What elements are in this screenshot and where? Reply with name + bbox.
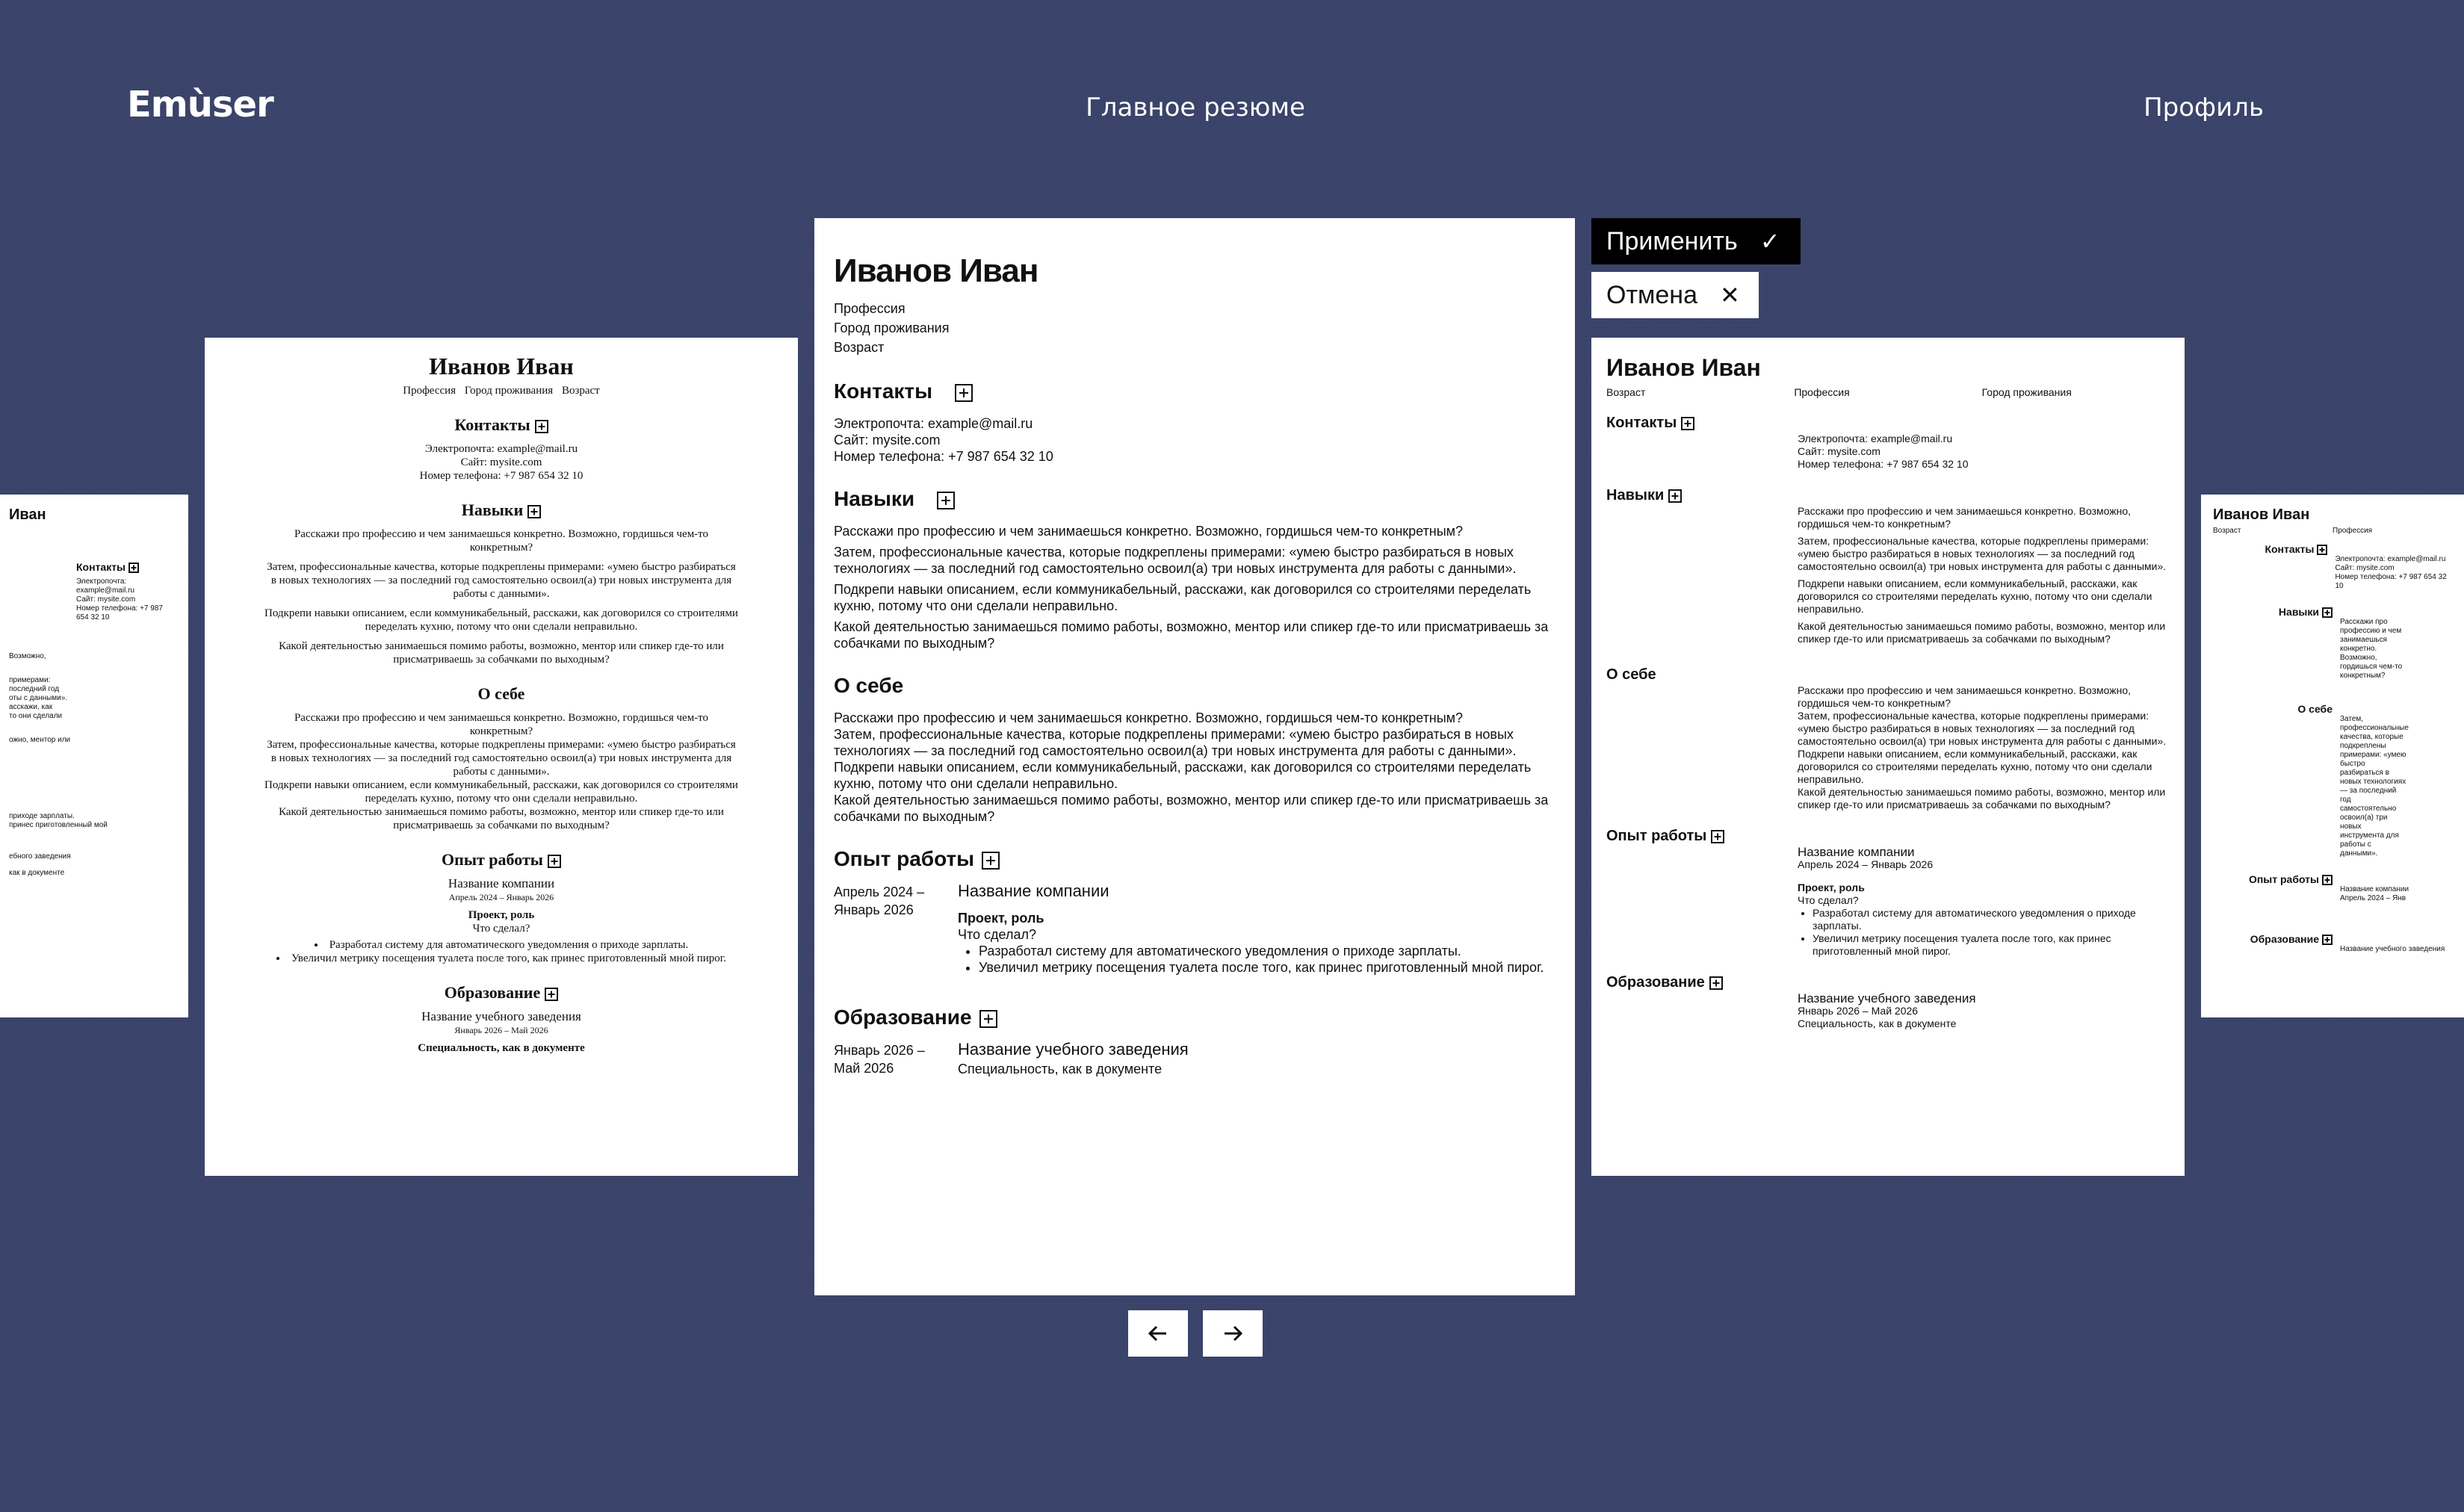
profession-text: Профессия	[1794, 386, 1850, 398]
add-education-icon	[2322, 935, 2333, 945]
achievement-list	[272, 938, 731, 965]
specialty-text: как в документе	[9, 869, 65, 878]
add-education-icon[interactable]	[1709, 976, 1723, 990]
specialty-text: Специальность, как в документе	[1798, 1017, 1957, 1029]
education-period: Январь 2026 – Май 2026	[834, 1043, 925, 1076]
template-preview-main[interactable]	[814, 218, 1575, 1295]
skills-heading: Навыки	[1606, 487, 1798, 650]
experience-period: Апрель 2024 – Январь 2026	[834, 884, 925, 917]
add-skill-icon[interactable]	[527, 505, 541, 518]
institution-name: Название учебного заведения	[421, 1009, 581, 1023]
skills-text: примерами:	[9, 676, 51, 685]
company-name: Название компании	[2340, 885, 2409, 893]
institution-text: ебного заведения	[9, 852, 71, 861]
about-paragraph: Какой деятельностью занимаешься помимо работы, возможно, ментор или спикер где-то или присматриваешь за собачками по выходным?	[1798, 786, 2166, 811]
profession-text: Профессия	[403, 385, 456, 397]
about-paragraph: Расскажи про профессию и чем занимаешься конкретно. Возможно, гордишься чем-то конкретным?	[834, 710, 1464, 725]
add-education-icon[interactable]	[545, 988, 558, 1001]
site-text: Сайт: mysite.com	[1798, 445, 1880, 457]
achievement-list	[958, 943, 1556, 976]
profession-text: Профессия	[834, 301, 906, 316]
skills-heading: Навыки	[235, 501, 768, 520]
education-entry	[834, 1041, 1556, 1077]
city-text: Город проживания	[464, 385, 554, 397]
specialty-text: Специальность, как в документе	[418, 1042, 585, 1054]
company-name: Название компании	[958, 882, 1109, 900]
experience-heading: Опыт работы	[1606, 828, 1798, 958]
resume-name: Иванов Иван	[2213, 506, 2310, 523]
add-experience-icon	[2322, 875, 2333, 885]
education-heading: Образование	[2213, 933, 2340, 954]
list-item: • Увеличил метрику посещения туалета после того, как принес приготовленный мной пирог.	[979, 959, 1556, 976]
skills-text: асскажи, как	[9, 703, 53, 712]
site-text: Сайт: mysite.com	[834, 433, 941, 447]
about-paragraph: Затем, профессиональные качества, которые подкреплены примерами: «умею быстро разбираться в новых технологиях — за последний год самостоятельно освоил(а) три новых инструмента для работы с данными».	[267, 739, 736, 778]
list-item: • Увеличил метрику посещения туалета после того, как принес приготовленный мной пирог.	[1813, 932, 2170, 958]
skills-paragraph: Расскажи про профессию и чем занимаешься конкретно. Возможно, гордишься чем-то конкретным?	[1798, 505, 2132, 530]
resume-name: Иван	[9, 506, 46, 523]
resume-meta	[2213, 527, 2452, 536]
apply-label: Применить	[1606, 226, 1738, 255]
site-text: Сайт: mysite.com	[2335, 564, 2395, 572]
add-education-icon[interactable]	[979, 1010, 997, 1028]
add-skill-icon[interactable]	[937, 492, 955, 509]
contacts-block	[1606, 415, 2170, 471]
about-heading: О себе	[1606, 666, 1656, 683]
project-role: Проект, роль	[958, 911, 1044, 926]
profession-text: Профессия	[2333, 527, 2373, 535]
phone-text: Номер телефона: +7 987 654 32 10	[834, 449, 1053, 464]
institution-name: Название учебного заведения	[2340, 945, 2445, 953]
company-name: Название компании	[1798, 845, 1915, 859]
experience-entry	[834, 883, 1556, 976]
skills-text: оты с данными».	[9, 694, 68, 703]
age-text: Возраст	[2213, 527, 2241, 535]
experience-heading: Опыт работы	[2213, 873, 2340, 903]
about-paragraph: Какой деятельностью занимаешься помимо работы, возможно, ментор или спикер где-то или присматриваешь за собачками по выходным?	[279, 806, 724, 831]
contacts-heading: Контакты	[1606, 415, 1798, 471]
about-heading: О себе	[477, 684, 525, 703]
education-period: Январь 2026 – Май 2026	[454, 1025, 548, 1035]
about-paragraph: Какой деятельностью занимаешься помимо работы, возможно, ментор или спикер где-то или присматриваешь за собачками по выходным?	[834, 793, 1549, 824]
education-heading: Образование	[834, 1006, 1556, 1029]
resume-meta	[235, 385, 768, 397]
experience-period: Апрель 2024 – Январь 2026	[1798, 858, 1934, 870]
email-text: Электропочта: example@mail.ru	[834, 416, 1033, 431]
email-text: Электропочта: example@mail.ru	[1798, 433, 1953, 444]
profile-link[interactable]: Профиль	[2143, 93, 2264, 123]
resume-meta	[1606, 386, 2170, 398]
add-skill-icon[interactable]	[1668, 489, 1682, 503]
project-role: Проект, роль	[1798, 882, 1865, 893]
site-text: Сайт: mysite.com	[76, 595, 136, 604]
did-text: Что сделал?	[472, 923, 530, 935]
skills-paragraph: Расскажи про профессию и чем занимаешься конкретно. Возможно, гордишься чем-то конкретным?	[2340, 618, 2403, 680]
add-contact-icon	[129, 563, 139, 573]
close-icon: ✕	[1720, 282, 1740, 309]
email-text: Электропочта: example@mail.ru	[2335, 555, 2446, 563]
about-paragraph: Затем, профессиональные качества, которые подкреплены примерами: «умею быстро разбираться в новых технологиях — за последний год самостоятельно освоил(а) три новых инструмента для работы с данными».	[2340, 715, 2409, 858]
add-contact-icon[interactable]	[1681, 417, 1694, 430]
add-contact-icon[interactable]	[535, 420, 548, 433]
education-heading: Образование	[1606, 974, 1798, 1030]
template-preview-far-left[interactable]	[0, 495, 188, 1017]
about-block	[1606, 666, 2170, 811]
skills-text: ожно, ментор или	[9, 736, 71, 745]
skills-paragraph: Затем, профессиональные качества, которые подкреплены примерами: «умею быстро разбираться в новых технологиях — за последний год самостоятельно освоил(а) три новых инструмента для работы с данными».	[1798, 535, 2167, 572]
resume-name: Иванов Иван	[429, 353, 574, 379]
arrow-left-icon	[1147, 1322, 1169, 1345]
skills-block	[1606, 487, 2170, 650]
about-paragraph: Затем, профессиональные качества, которые подкреплены примерами: «умею быстро разбираться в новых технологиях — за последний год самостоятельно освоил(а) три новых инструмента для работы с данными».	[834, 727, 1517, 758]
age-text: Возраст	[1606, 386, 1646, 398]
experience-heading: Опыт работы	[235, 850, 768, 870]
contacts-heading: Контакты	[2213, 543, 2335, 591]
add-experience-icon[interactable]	[1711, 830, 1724, 843]
institution-name: Название учебного заведения	[1798, 991, 1976, 1006]
phone-text: Номер телефона: +7 987 654 32 10	[76, 604, 163, 622]
skills-paragraph: Расскажи про профессию и чем занимаешься конкретно. Возможно, гордишься чем-то конкретным?	[834, 524, 1464, 539]
template-preview-grid[interactable]	[1591, 338, 2185, 1176]
add-experience-icon[interactable]	[548, 855, 561, 868]
city-text: Город проживания	[834, 320, 950, 335]
apply-button[interactable]	[1591, 218, 1801, 264]
arrow-right-icon	[1222, 1322, 1244, 1345]
add-experience-icon[interactable]	[982, 852, 1000, 870]
app-logo[interactable]: Emùser	[127, 84, 273, 126]
skills-heading: Навыки	[834, 487, 1556, 511]
about-paragraph: Расскажи про профессию и чем занимаешься конкретно. Возможно, гордишься чем-то конкретным?	[294, 712, 709, 737]
cancel-label: Отмена	[1606, 280, 1697, 309]
skills-paragraph: Затем, профессиональные качества, которые подкреплены примерами: «умею быстро разбираться в новых технологиях — за последний год самостоятельно освоил(а) три новых инструмента для работы с данными».	[834, 545, 1517, 576]
experience-text: принес приготовленный мой	[9, 821, 108, 830]
education-period: Январь 2026 – Май 2026	[1798, 1005, 1919, 1017]
check-icon: ✓	[1759, 228, 1780, 255]
prev-template-button[interactable]	[1128, 1310, 1188, 1357]
skills-paragraph: Какой деятельностью занимаешься помимо работы, возможно, ментор или спикер где-то или присматриваешь за собачками по выходным?	[1798, 620, 2166, 645]
next-template-button[interactable]	[1203, 1310, 1263, 1357]
education-block	[1606, 974, 2170, 1030]
project-role: Проект, роль	[468, 909, 535, 921]
list-item: • Увеличил метрику посещения туалета после того, как принес приготовленный мной пирог.	[272, 952, 731, 965]
skills-heading: Навыки	[2213, 606, 2340, 681]
contacts-heading: Контакты	[76, 561, 176, 573]
institution-name: Название учебного заведения	[958, 1040, 1189, 1059]
skills-text: последний год	[9, 685, 60, 694]
skills-paragraph: Подкрепи навыки описанием, если коммуникабельный, расскажи, как договорился со строителями переделать кухню, потому что они сделали неправильно.	[264, 607, 738, 633]
experience-period: Апрель 2024 – Январь 2026	[448, 892, 554, 902]
skills-paragraph: Подкрепи навыки описанием, если коммуникабельный, расскажи, как договорился со строителями переделать кухню, потому что они сделали неправильно.	[834, 582, 1532, 613]
list-item: • Разработал систему для автоматического уведомления о приходе зарплаты.	[272, 938, 731, 952]
about-paragraph: Подкрепи навыки описанием, если коммуникабельный, расскажи, как договорился со строителями переделать кухню, потому что они сделали неправильно.	[1798, 748, 2152, 785]
email-text: Электропочта: example@mail.ru	[76, 577, 134, 595]
contacts-heading: Контакты	[834, 379, 1556, 403]
about-heading: О себе	[2297, 703, 2333, 715]
about-paragraph: Подкрепи навыки описанием, если коммуникабельный, расскажи, как договорился со строителями переделать кухню, потому что они сделали неправильно.	[834, 760, 1532, 791]
experience-heading: Опыт работы	[834, 847, 1556, 871]
age-text: Возраст	[561, 385, 600, 397]
skills-paragraph: Затем, профессиональные качества, которые подкреплены примерами: «умею быстро разбираться в новых технологиях — за последний год самостоятельно освоил(а) три новых инструмента для работы с данными».	[267, 561, 736, 600]
about-paragraph: Расскажи про профессию и чем занимаешься конкретно. Возможно, гордишься чем-то конкретным?	[1798, 684, 2132, 709]
add-skill-icon	[2322, 607, 2333, 618]
template-preview-far-right[interactable]	[2201, 495, 2464, 1017]
age-text: Возраст	[834, 340, 885, 355]
experience-period: Апрель 2024 – Янв	[2340, 894, 2406, 902]
resume-name: Иванов Иван	[1606, 354, 1761, 381]
site-text: Сайт: mysite.com	[460, 456, 542, 468]
did-text: Что сделал?	[958, 927, 1036, 942]
skills-text: Возможно,	[9, 652, 46, 661]
did-text: Что сделал?	[1798, 894, 1859, 906]
template-preview-serif[interactable]	[205, 338, 798, 1176]
about-paragraph: Подкрепи навыки описанием, если коммуникабельный, расскажи, как договорился со строителями переделать кухню, потому что они сделали неправильно.	[264, 779, 738, 805]
cancel-button[interactable]	[1591, 272, 1759, 318]
skills-text: то они сделали	[9, 712, 63, 721]
add-contact-icon[interactable]	[955, 384, 973, 402]
skills-paragraph: Какой деятельностью занимаешься помимо работы, возможно, ментор или спикер где-то или присматриваешь за собачками по выходным?	[279, 640, 724, 666]
education-heading: Образование	[235, 983, 768, 1003]
specialty-text: Специальность, как в документе	[958, 1062, 1163, 1076]
phone-text: Номер телефона: +7 987 654 32 10	[2335, 573, 2447, 590]
email-text: Электропочта: example@mail.ru	[424, 443, 578, 455]
city-text: Город проживания	[1981, 386, 2072, 398]
list-item: • Разработал систему для автоматического уведомления о приходе зарплаты.	[979, 943, 1556, 959]
list-item: • Разработал систему для автоматического уведомления о приходе зарплаты.	[1813, 907, 2170, 932]
experience-text: приходе зарплаты.	[9, 812, 75, 821]
experience-block	[1606, 828, 2170, 958]
company-name: Название компании	[448, 876, 555, 890]
skills-paragraph: Какой деятельностью занимаешься помимо работы, возможно, ментор или спикер где-то или присматриваешь за собачками по выходным?	[834, 619, 1549, 651]
contacts-heading: Контакты	[235, 415, 768, 435]
phone-text: Номер телефона: +7 987 654 32 10	[1798, 458, 1969, 470]
about-heading: О себе	[834, 674, 904, 697]
about-paragraph: Затем, профессиональные качества, которые подкреплены примерами: «умею быстро разбираться в новых технологиях — за последний год самостоятельно освоил(а) три новых инструмента для работы с данными».	[1798, 710, 2167, 747]
add-contact-icon	[2317, 545, 2327, 555]
resume-name: Иванов Иван	[834, 252, 1038, 289]
page-title: Главное резюме	[1086, 93, 1305, 123]
achievement-list	[1798, 907, 2170, 958]
phone-text: Номер телефона: +7 987 654 32 10	[419, 470, 584, 482]
skills-paragraph: Расскажи про профессию и чем занимаешься конкретно. Возможно, гордишься чем-то конкретным?	[294, 528, 709, 554]
skills-paragraph: Подкрепи навыки описанием, если коммуникабельный, расскажи, как договорился со строителями переделать кухню, потому что они сделали неправильно.	[1798, 577, 2152, 615]
